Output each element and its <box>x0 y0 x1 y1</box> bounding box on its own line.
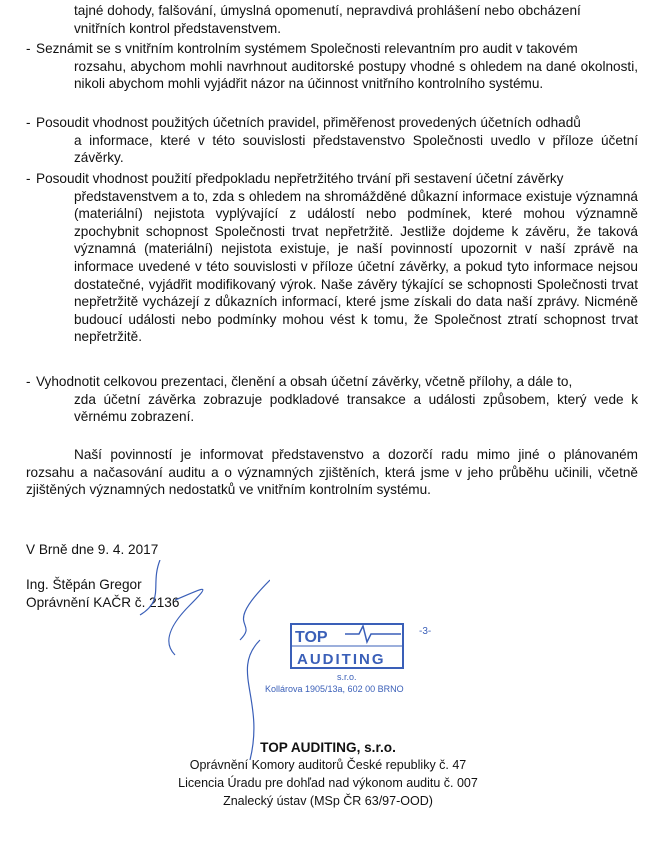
continuation-line-1: tajné dohody, falšování, úmyslná opomenutí, nepravdivá prohlášení nebo obcházení <box>74 3 581 18</box>
stamp-logo <box>255 620 455 700</box>
continuation-line-2: vnitřních kontrol představenstvem. <box>74 21 282 36</box>
bullet-item-4 <box>26 373 638 426</box>
stamp-address: Kollárova 1905/13a, 602 00 BRNO <box>265 684 404 694</box>
bullet-dash: - <box>26 115 31 130</box>
stamp-top: TOP <box>295 629 328 646</box>
bullet-first-line: Seznámit se s vnitřním kontrolním systémem Společnosti relevantním pro audit v takovém <box>36 41 578 56</box>
bullet-item-2 <box>26 114 638 167</box>
stamp-sro: s.r.o. <box>337 672 357 682</box>
footer-line-3: Znalecký ústav (MSp ČR 63/97-OOD) <box>223 794 433 808</box>
bullet-first-line: Posoudit vhodnost použití předpokladu nepřetržitého trvání při sestavení účetní závěrky <box>36 171 564 186</box>
bullet-continuation: a informace, které v této souvislosti představenstvo Společnosti uvedlo v příloze účetní závěrky. <box>74 132 638 166</box>
footer-line-2: Licencia Úradu pre dohľad nad výkonom auditu č. 007 <box>178 776 478 790</box>
bullet-continuation: rozsahu, abychom mohli navrhnout auditorské postupy vhodné s ohledem na dané okolnosti, nikoli abychom mohli vyjádřit názor na účinnost vnitřního kontrolního systému. <box>74 58 638 92</box>
stamp-auditing: AUDITING <box>297 651 386 668</box>
bullet-dash: - <box>26 374 31 389</box>
closing-paragraph: Naší povinností je informovat představenstvo a dozorčí radu mimo jiné o plánovaném rozsahu a načasování auditu a o významných zjištěních, která jsme v jeho průběhu učinili, včetně zjištěných významných nedostatků ve vnitřním kontrolním systému. <box>26 447 638 498</box>
company-stamp <box>255 620 455 705</box>
bullet-first-line: Posoudit vhodnost použitých účetních pravidel, přiměřenost provedených účetních odhadů <box>36 115 581 130</box>
bullet-first-line: Vyhodnotit celkovou prezentaci, členění a obsah účetní závěrky, včetně přílohy, a dále to, <box>36 374 573 389</box>
date-line: V Brně dne 9. 4. 2017 <box>26 542 159 557</box>
auditor-name: Ing. Štěpán Gregor <box>26 577 142 592</box>
bullet-continuation: zda účetní závěrka zobrazuje podkladové transakce a události způsobem, který vede k věrnému zobrazení. <box>74 391 638 425</box>
bullet-item-3 <box>26 170 638 346</box>
footer-line-1: Oprávnění Komory auditorů České republiky č. 47 <box>189 758 467 772</box>
bullet-item-1 <box>26 40 638 93</box>
auditor-license: Oprávnění KAČR č. 2136 <box>26 595 180 610</box>
page-mark: -3- <box>419 626 432 637</box>
bullet-dash: - <box>26 41 31 56</box>
signature-scribble <box>120 560 270 760</box>
footer-company: TOP AUDITING, s.r.o. <box>260 740 396 755</box>
bullet-continuation: představenstvem a to, zda s ohledem na shromážděné důkazní informace existuje významná (materiální) nejistota vyplývající z událostí nebo podmínek, které mohou významně zpochybnit schopnost Společnosti trvat nepřetržitě. Jestliže dojdeme k závěru, že taková významná (materiální) nejistota existuje, je naší povinností upozornit v naší zprávě na informace uvedené v této souvislosti v příloze účetní závěrky, a pokud tyto informace nejsou dostatečné, vyjádřit modifikovaný výrok. Naše závěry týkající se schopnosti Společnosti trvat nepřetržitě vycházejí z důkazních informací, které jsme získali do data naší zprávy. Nicméně budoucí události nebo podmínky mohou vést k tomu, že Společnost ztratí schopnost trvat nepřetržitě. <box>74 188 638 345</box>
bullet-dash: - <box>26 171 31 186</box>
